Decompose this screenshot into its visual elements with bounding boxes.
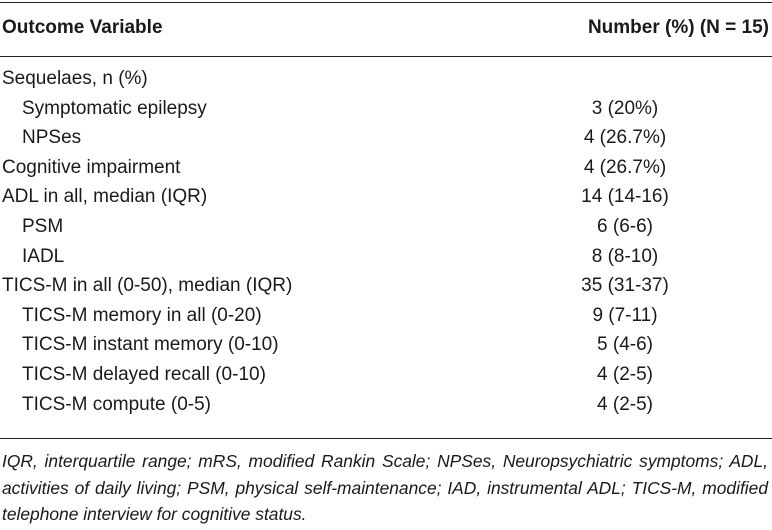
table-footnote: IQR, interquartile range; mRS, modified Rankin Scale; NPSes, Neuropsychiatric symptoms; ADL, activities of daily living; PSM, physical self-maintenance; IAD, instrumental ADL; TICS-M, modified telephone interview for cognitive status. xyxy=(2,451,768,524)
row-label: NPSes xyxy=(22,127,82,149)
row-value: 4 (26.7%) xyxy=(583,127,667,149)
table-header-rule xyxy=(0,56,772,57)
row-label: TICS-M memory in all (0-20) xyxy=(22,304,262,326)
row-value: 3 (20%) xyxy=(591,97,659,119)
row-label: IADL xyxy=(22,245,65,267)
row-label: Cognitive impairment xyxy=(2,156,181,178)
row-label: TICS-M instant memory (0-10) xyxy=(22,334,279,356)
table-row xyxy=(0,64,772,94)
table-row xyxy=(0,123,772,153)
row-value: 6 (6-6) xyxy=(597,215,653,237)
table-row xyxy=(0,242,772,272)
row-value: 4 (2-5) xyxy=(597,363,653,385)
row-label: TICS-M in all (0-50), median (IQR) xyxy=(2,275,293,297)
row-label: PSM xyxy=(22,215,64,237)
row-value: 35 (31-37) xyxy=(581,275,669,297)
row-label: Sequelaes, n (%) xyxy=(2,68,148,89)
row-label: TICS-M delayed recall (0-10) xyxy=(22,363,266,385)
column-header-outcome-variable: Outcome Variable xyxy=(2,17,163,38)
table-row xyxy=(0,330,772,360)
row-label: TICS-M compute (0-5) xyxy=(22,393,211,415)
row-value: 14 (14-16) xyxy=(581,186,669,208)
row-value: 8 (8-10) xyxy=(591,245,659,267)
row-value: 4 (26.7%) xyxy=(583,156,667,178)
row-value: 9 (7-11) xyxy=(592,304,658,326)
row-value: 5 (4-6) xyxy=(597,334,653,356)
table-top-rule xyxy=(0,2,772,3)
table-row xyxy=(0,360,772,390)
table-row xyxy=(0,271,772,301)
table-row xyxy=(0,94,772,124)
table-row xyxy=(0,390,772,420)
table-row xyxy=(0,153,772,183)
table-bottom-rule xyxy=(0,438,772,439)
row-label: ADL in all, median (IQR) xyxy=(2,186,208,208)
row-value: 4 (2-5) xyxy=(597,393,653,415)
table-body xyxy=(0,64,772,419)
table-row xyxy=(0,182,772,212)
row-label: Symptomatic epilepsy xyxy=(22,97,207,119)
table-row xyxy=(0,301,772,331)
table-row xyxy=(0,212,772,242)
column-header-number: Number (%) (N = 15) xyxy=(587,17,769,38)
